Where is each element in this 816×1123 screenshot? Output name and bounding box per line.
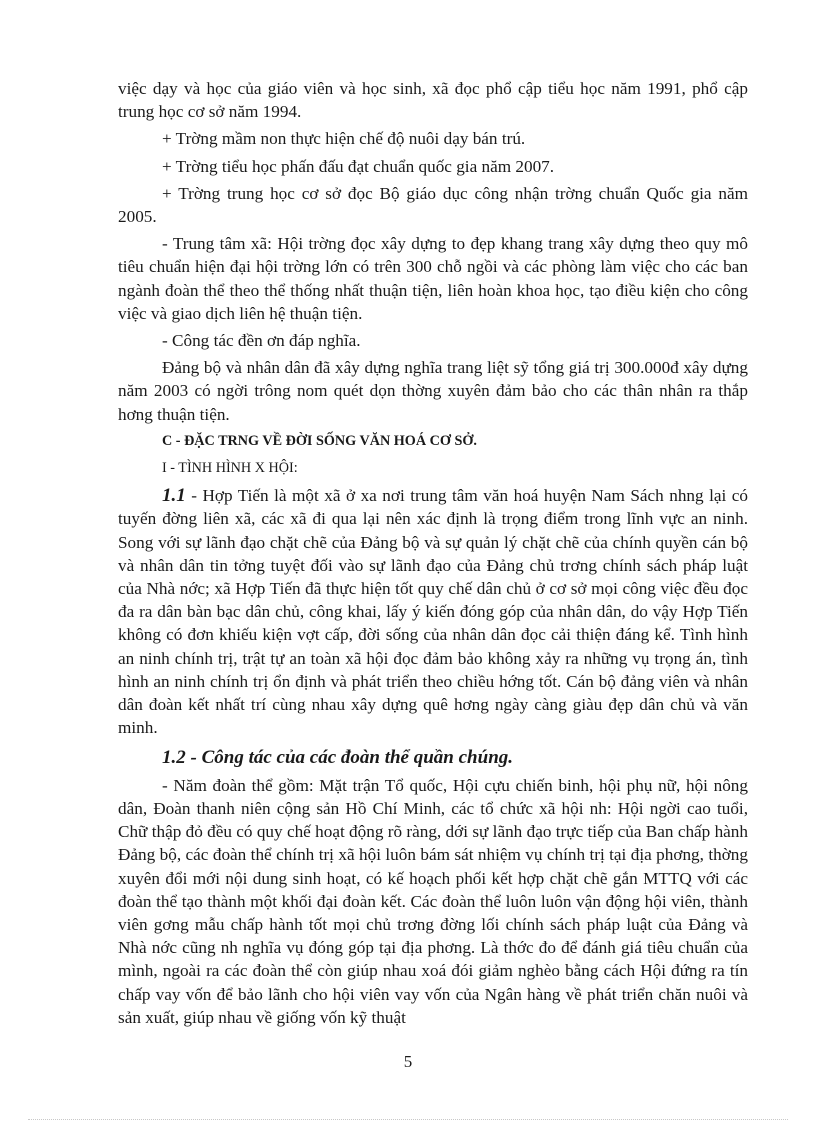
paragraph-cemetery: Đảng bộ và nhân dân đã xây dựng nghĩa trang liệt sỹ tổng giá trị 300.000đ xây dựng năm 2003 có ngời trông nom quét dọn thờng xuyên đảm bảo cho các thân nhân ra thắp hơng thuận tiện. bbox=[118, 358, 748, 424]
paragraph-mass-organizations: - Năm đoàn thể gồm: Mặt trận Tổ quốc, Hội cựu chiến binh, hội phụ nữ, hội nông dân, Đoàn thanh niên cộng sản Hồ Chí Minh, các tổ chức xã hội nh: Hội ngời cao tuổi, Chữ thập đỏ đều có quy chế hoạt động rõ ràng, dới sự lãnh đạo trực tiếp của Ban chấp hành Đảng bộ, các đoàn thể chính trị xã hội luôn bám sát nhiệm vụ chính trị tại địa phơng, thờng xuyên đổi mới nội dung sinh hoạt, có kế hoạch phối kết hợp chặt chẽ gắn MTTQ với các đoàn thể tạo thành một khối đại đoàn kết. Các đoàn thể luôn luôn vận động hội viên, thành viên gơng mẫu chấp hành tốt mọi chủ trơng đờng lối chính sách pháp luật của Đảng và Nhà nớc cũng nh nghĩa vụ đóng góp tại địa phơng. Là thớc đo để đánh giá tiêu chuẩn của mình, ngoài ra các đoàn thể còn giúp nhau xoá đói giảm nghèo bằng cách Hội đứng ra tín chấp vay vốn để bảo lãnh cho hội viên vay vốn của Ngân hàng về phát triển chăn nuôi và sản xuất, giúp nhau về giống vốn kỹ thuật bbox=[118, 775, 748, 1027]
page-number: 5 bbox=[403, 1052, 413, 1071]
paragraph-continuation: việc dạy và học của giáo viên và học sinh, xã đọc phổ cập tiểu học năm 1991, phổ cập trung học cơ sở năm 1994. bbox=[118, 79, 748, 122]
subsection-number-1-1: 1.1 bbox=[162, 485, 186, 507]
page-body bbox=[118, 77, 748, 1029]
paragraph-gratitude: - Công tác đền ơn đáp nghĩa. bbox=[162, 331, 361, 351]
paragraph-secondary-school: + Trờng trung học cơ sở đọc Bộ giáo dục công nhận trờng chuẩn Quốc gia năm 2005. bbox=[118, 183, 748, 227]
paragraph-primary-school: + Trờng tiểu học phấn đấu đạt chuẩn quốc gia năm 2007. bbox=[162, 156, 555, 176]
paragraph-1-1-text: - Hợp Tiến là một xã ở xa nơi trung tâm văn hoá huyện Nam Sách nhng lại có tuyến đờng liên xã, các xã đi qua lại nên xác định là trọng điểm trong lĩnh vực an ninh. Song với sự lãnh đạo chặt chẽ của Đảng bộ và sự quản lý chặt chẽ của chính quyền cán bộ và nhân dân tin tởng tuyệt đối vào sự lãnh đạo của Đảng chủ trơng chính sách pháp luật của Nhà nớc; xã Hợp Tiến đã thực hiện tốt quy chế dân chủ ở cơ sở mọi công việc đều đọc đa ra dân bàn bạc dân chủ, công khai, lấy ý kiến đóng góp của nhân dân, do vậy Hợp Tiến không có đơn khiếu kiện vợt cấp, đời sống của nhân dân đọc cải thiện đáng kể. Tình hình an ninh chính trị, trật tự an toàn xã hội đọc đảm bảo không xảy ra những vụ trọng án, tình hình an ninh chính trị ổn định và phát triển theo chiều hớng tốt. Cán bộ đảng viên và nhân dân đoàn kết nhất trí cùng nhau xây dựng quê hơng ngày càng giàu đẹp dân chủ và văn minh. bbox=[118, 486, 748, 738]
paragraph-1-1 bbox=[118, 484, 748, 739]
page-bottom-divider bbox=[28, 1119, 788, 1120]
section-heading-c: C - ĐẶC TRNG VỀ ĐỜI SỐNG VĂN HOÁ CƠ SỞ. bbox=[162, 432, 477, 449]
paragraph-commune-center: - Trung tâm xã: Hội trờng đọc xây dựng to đẹp khang trang xây dựng theo quy mô tiêu chuẩn hiện đại hội trờng lớn có trên 300 chỗ ngồi và các phòng làm việc cho các ban ngành đoàn thể theo thể thống nhất thuận tiện, liên hoàn khoa học, tạo điều kiện cho công việc và giao dịch liên hệ thuận tiện. bbox=[118, 234, 748, 323]
paragraph-kindergarten: + Trờng mầm non thực hiện chế độ nuôi dạy bán trú. bbox=[162, 129, 526, 149]
section-heading-i: I - TÌNH HÌNH X HỘI: bbox=[162, 460, 298, 477]
subsection-heading-1-2: 1.2 - Công tác của các đoàn thể quần chúng. bbox=[162, 747, 514, 769]
